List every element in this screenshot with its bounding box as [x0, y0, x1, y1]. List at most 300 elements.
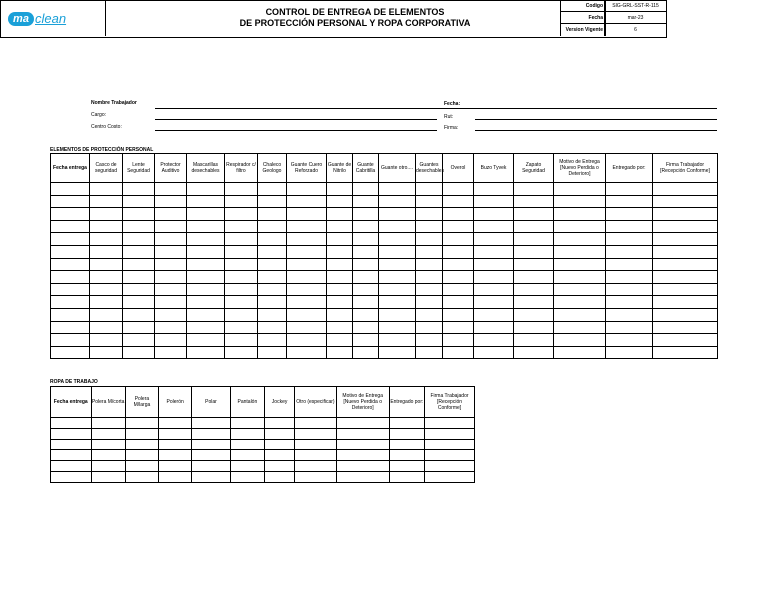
table-cell[interactable] [416, 334, 443, 347]
table-cell[interactable] [554, 296, 606, 309]
table-cell[interactable] [327, 283, 353, 296]
table-cell[interactable] [474, 346, 514, 359]
table-cell[interactable] [379, 258, 416, 271]
table-cell[interactable] [514, 208, 554, 221]
table-cell[interactable] [230, 439, 264, 450]
table-cell[interactable] [295, 439, 337, 450]
table-cell[interactable] [554, 245, 606, 258]
table-cell[interactable] [287, 308, 327, 321]
table-cell[interactable] [327, 208, 353, 221]
table-cell[interactable] [416, 220, 443, 233]
table-cell[interactable] [192, 461, 230, 472]
table-cell[interactable] [443, 220, 474, 233]
table-cell[interactable] [514, 271, 554, 284]
table-cell[interactable] [287, 346, 327, 359]
table-cell[interactable] [265, 418, 295, 429]
table-cell[interactable] [295, 428, 337, 439]
table-cell[interactable] [353, 245, 379, 258]
table-cell[interactable] [295, 461, 337, 472]
table-cell[interactable] [91, 461, 125, 472]
table-cell[interactable] [265, 428, 295, 439]
table-cell[interactable] [416, 183, 443, 196]
table-cell[interactable] [90, 220, 123, 233]
table-cell[interactable] [258, 321, 287, 334]
table-cell[interactable] [514, 258, 554, 271]
table-cell[interactable] [653, 346, 718, 359]
table-cell[interactable] [125, 428, 158, 439]
table-cell[interactable] [230, 418, 264, 429]
table-cell[interactable] [474, 308, 514, 321]
table-cell[interactable] [295, 418, 337, 429]
table-cell[interactable] [155, 233, 187, 246]
table-cell[interactable] [90, 283, 123, 296]
table-cell[interactable] [443, 245, 474, 258]
table-cell[interactable] [379, 321, 416, 334]
table-cell[interactable] [155, 220, 187, 233]
table-cell[interactable] [258, 296, 287, 309]
table-cell[interactable] [295, 471, 337, 482]
table-cell[interactable] [353, 321, 379, 334]
table-cell[interactable] [51, 208, 90, 221]
table-cell[interactable] [225, 334, 258, 347]
table-cell[interactable] [606, 258, 653, 271]
table-cell[interactable] [90, 245, 123, 258]
table-cell[interactable] [653, 296, 718, 309]
table-cell[interactable] [225, 271, 258, 284]
table-cell[interactable] [443, 195, 474, 208]
table-cell[interactable] [123, 208, 155, 221]
table-cell[interactable] [258, 195, 287, 208]
table-cell[interactable] [187, 283, 225, 296]
table-cell[interactable] [155, 321, 187, 334]
table-cell[interactable] [554, 258, 606, 271]
table-cell[interactable] [554, 346, 606, 359]
table-cell[interactable] [606, 271, 653, 284]
table-cell[interactable] [443, 296, 474, 309]
table-cell[interactable] [187, 296, 225, 309]
table-cell[interactable] [336, 461, 389, 472]
table-cell[interactable] [474, 183, 514, 196]
table-cell[interactable] [287, 233, 327, 246]
table-cell[interactable] [606, 233, 653, 246]
table-cell[interactable] [443, 308, 474, 321]
table-cell[interactable] [187, 220, 225, 233]
table-cell[interactable] [379, 283, 416, 296]
table-cell[interactable] [474, 233, 514, 246]
table-cell[interactable] [416, 233, 443, 246]
table-cell[interactable] [123, 183, 155, 196]
table-cell[interactable] [287, 208, 327, 221]
table-cell[interactable] [474, 208, 514, 221]
table-cell[interactable] [90, 271, 123, 284]
table-cell[interactable] [51, 195, 90, 208]
table-cell[interactable] [653, 308, 718, 321]
table-cell[interactable] [379, 346, 416, 359]
table-cell[interactable] [416, 195, 443, 208]
table-cell[interactable] [123, 346, 155, 359]
table-cell[interactable] [91, 471, 125, 482]
table-cell[interactable] [51, 428, 92, 439]
table-cell[interactable] [159, 450, 192, 461]
table-cell[interactable] [287, 195, 327, 208]
table-cell[interactable] [125, 439, 158, 450]
table-cell[interactable] [443, 321, 474, 334]
table-cell[interactable] [225, 283, 258, 296]
table-cell[interactable] [51, 271, 90, 284]
table-cell[interactable] [653, 183, 718, 196]
table-cell[interactable] [336, 418, 389, 429]
table-cell[interactable] [353, 208, 379, 221]
table-cell[interactable] [192, 471, 230, 482]
table-cell[interactable] [389, 461, 424, 472]
table-cell[interactable] [155, 334, 187, 347]
table-cell[interactable] [287, 183, 327, 196]
table-cell[interactable] [425, 418, 475, 429]
cargo-line[interactable] [155, 119, 437, 120]
table-cell[interactable] [554, 334, 606, 347]
table-cell[interactable] [425, 428, 475, 439]
table-cell[interactable] [606, 283, 653, 296]
table-cell[interactable] [606, 245, 653, 258]
table-cell[interactable] [514, 296, 554, 309]
table-cell[interactable] [287, 271, 327, 284]
table-cell[interactable] [258, 271, 287, 284]
table-cell[interactable] [90, 258, 123, 271]
table-cell[interactable] [425, 439, 475, 450]
table-cell[interactable] [474, 321, 514, 334]
table-cell[interactable] [123, 195, 155, 208]
table-cell[interactable] [606, 346, 653, 359]
table-cell[interactable] [90, 233, 123, 246]
table-cell[interactable] [90, 195, 123, 208]
table-cell[interactable] [416, 258, 443, 271]
table-cell[interactable] [606, 296, 653, 309]
table-cell[interactable] [265, 439, 295, 450]
table-cell[interactable] [514, 308, 554, 321]
table-cell[interactable] [225, 308, 258, 321]
cost-center-line[interactable] [155, 130, 437, 131]
table-cell[interactable] [159, 461, 192, 472]
table-cell[interactable] [474, 258, 514, 271]
table-cell[interactable] [258, 183, 287, 196]
table-cell[interactable] [443, 183, 474, 196]
table-cell[interactable] [327, 308, 353, 321]
table-cell[interactable] [155, 245, 187, 258]
table-cell[interactable] [287, 296, 327, 309]
table-cell[interactable] [474, 195, 514, 208]
table-cell[interactable] [51, 471, 92, 482]
table-cell[interactable] [389, 471, 424, 482]
table-cell[interactable] [91, 450, 125, 461]
table-cell[interactable] [606, 208, 653, 221]
table-cell[interactable] [230, 461, 264, 472]
table-cell[interactable] [336, 450, 389, 461]
table-cell[interactable] [90, 208, 123, 221]
table-cell[interactable] [155, 208, 187, 221]
table-cell[interactable] [336, 428, 389, 439]
table-cell[interactable] [51, 245, 90, 258]
table-cell[interactable] [443, 283, 474, 296]
table-cell[interactable] [353, 220, 379, 233]
table-cell[interactable] [258, 308, 287, 321]
table-cell[interactable] [123, 296, 155, 309]
table-cell[interactable] [389, 418, 424, 429]
table-cell[interactable] [159, 428, 192, 439]
table-cell[interactable] [51, 461, 92, 472]
table-cell[interactable] [123, 245, 155, 258]
table-cell[interactable] [187, 258, 225, 271]
table-cell[interactable] [159, 471, 192, 482]
table-cell[interactable] [187, 334, 225, 347]
table-cell[interactable] [327, 220, 353, 233]
table-cell[interactable] [225, 296, 258, 309]
table-cell[interactable] [653, 195, 718, 208]
table-cell[interactable] [90, 334, 123, 347]
table-cell[interactable] [353, 283, 379, 296]
table-cell[interactable] [653, 321, 718, 334]
table-cell[interactable] [225, 233, 258, 246]
table-cell[interactable] [653, 258, 718, 271]
table-cell[interactable] [225, 258, 258, 271]
table-cell[interactable] [51, 450, 92, 461]
table-cell[interactable] [187, 233, 225, 246]
table-cell[interactable] [353, 258, 379, 271]
table-cell[interactable] [443, 346, 474, 359]
table-cell[interactable] [336, 439, 389, 450]
table-cell[interactable] [474, 271, 514, 284]
table-cell[interactable] [159, 418, 192, 429]
table-cell[interactable] [389, 428, 424, 439]
table-cell[interactable] [155, 346, 187, 359]
worker-name-line[interactable] [155, 108, 717, 109]
table-cell[interactable] [554, 283, 606, 296]
table-cell[interactable] [91, 439, 125, 450]
table-cell[interactable] [379, 233, 416, 246]
table-cell[interactable] [187, 183, 225, 196]
table-cell[interactable] [443, 334, 474, 347]
table-cell[interactable] [514, 321, 554, 334]
table-cell[interactable] [327, 245, 353, 258]
table-cell[interactable] [90, 346, 123, 359]
table-cell[interactable] [225, 245, 258, 258]
table-cell[interactable] [192, 450, 230, 461]
table-cell[interactable] [187, 271, 225, 284]
table-cell[interactable] [353, 308, 379, 321]
rut-line[interactable] [475, 119, 717, 120]
table-cell[interactable] [327, 258, 353, 271]
table-cell[interactable] [336, 471, 389, 482]
table-cell[interactable] [187, 208, 225, 221]
table-cell[interactable] [327, 233, 353, 246]
table-cell[interactable] [327, 296, 353, 309]
table-cell[interactable] [51, 258, 90, 271]
table-cell[interactable] [606, 334, 653, 347]
table-cell[interactable] [123, 220, 155, 233]
table-cell[interactable] [379, 183, 416, 196]
table-cell[interactable] [327, 321, 353, 334]
table-cell[interactable] [91, 418, 125, 429]
table-cell[interactable] [379, 271, 416, 284]
table-cell[interactable] [258, 208, 287, 221]
table-cell[interactable] [327, 334, 353, 347]
table-cell[interactable] [287, 258, 327, 271]
table-cell[interactable] [265, 471, 295, 482]
table-cell[interactable] [514, 233, 554, 246]
table-cell[interactable] [443, 233, 474, 246]
table-cell[interactable] [353, 271, 379, 284]
table-cell[interactable] [155, 183, 187, 196]
table-cell[interactable] [653, 220, 718, 233]
table-cell[interactable] [125, 450, 158, 461]
table-cell[interactable] [416, 321, 443, 334]
table-cell[interactable] [353, 195, 379, 208]
table-cell[interactable] [653, 233, 718, 246]
table-cell[interactable] [474, 283, 514, 296]
table-cell[interactable] [91, 428, 125, 439]
table-cell[interactable] [653, 334, 718, 347]
table-cell[interactable] [554, 183, 606, 196]
table-cell[interactable] [554, 308, 606, 321]
table-cell[interactable] [514, 220, 554, 233]
table-cell[interactable] [230, 428, 264, 439]
table-cell[interactable] [225, 208, 258, 221]
table-cell[interactable] [353, 334, 379, 347]
table-cell[interactable] [51, 439, 92, 450]
table-cell[interactable] [425, 471, 475, 482]
table-cell[interactable] [425, 450, 475, 461]
table-cell[interactable] [554, 321, 606, 334]
table-cell[interactable] [90, 296, 123, 309]
table-cell[interactable] [474, 334, 514, 347]
table-cell[interactable] [123, 308, 155, 321]
table-cell[interactable] [125, 461, 158, 472]
table-cell[interactable] [606, 321, 653, 334]
table-cell[interactable] [258, 283, 287, 296]
table-cell[interactable] [225, 220, 258, 233]
table-cell[interactable] [416, 271, 443, 284]
table-cell[interactable] [192, 439, 230, 450]
table-cell[interactable] [653, 245, 718, 258]
table-cell[interactable] [225, 195, 258, 208]
table-cell[interactable] [265, 450, 295, 461]
table-cell[interactable] [51, 321, 90, 334]
table-cell[interactable] [443, 271, 474, 284]
table-cell[interactable] [265, 461, 295, 472]
table-cell[interactable] [287, 220, 327, 233]
table-cell[interactable] [514, 334, 554, 347]
table-cell[interactable] [416, 346, 443, 359]
table-cell[interactable] [327, 271, 353, 284]
table-cell[interactable] [287, 283, 327, 296]
table-cell[interactable] [258, 346, 287, 359]
table-cell[interactable] [155, 271, 187, 284]
table-cell[interactable] [155, 308, 187, 321]
table-cell[interactable] [443, 258, 474, 271]
table-cell[interactable] [155, 283, 187, 296]
table-cell[interactable] [187, 195, 225, 208]
table-cell[interactable] [187, 308, 225, 321]
table-cell[interactable] [230, 450, 264, 461]
table-cell[interactable] [514, 245, 554, 258]
table-cell[interactable] [379, 245, 416, 258]
table-cell[interactable] [123, 321, 155, 334]
table-cell[interactable] [606, 308, 653, 321]
table-cell[interactable] [123, 271, 155, 284]
table-cell[interactable] [258, 233, 287, 246]
table-cell[interactable] [155, 296, 187, 309]
table-cell[interactable] [123, 233, 155, 246]
table-cell[interactable] [123, 283, 155, 296]
table-cell[interactable] [155, 195, 187, 208]
table-cell[interactable] [416, 296, 443, 309]
table-cell[interactable] [443, 208, 474, 221]
table-cell[interactable] [379, 308, 416, 321]
table-cell[interactable] [258, 258, 287, 271]
table-cell[interactable] [653, 271, 718, 284]
table-cell[interactable] [287, 245, 327, 258]
table-cell[interactable] [225, 183, 258, 196]
table-cell[interactable] [606, 220, 653, 233]
table-cell[interactable] [225, 321, 258, 334]
table-cell[interactable] [653, 283, 718, 296]
table-cell[interactable] [192, 428, 230, 439]
table-cell[interactable] [379, 296, 416, 309]
table-cell[interactable] [187, 245, 225, 258]
table-cell[interactable] [425, 461, 475, 472]
table-cell[interactable] [379, 195, 416, 208]
table-cell[interactable] [554, 208, 606, 221]
table-cell[interactable] [416, 208, 443, 221]
table-cell[interactable] [554, 233, 606, 246]
table-cell[interactable] [554, 195, 606, 208]
firma-line[interactable] [475, 130, 717, 131]
table-cell[interactable] [258, 245, 287, 258]
table-cell[interactable] [327, 183, 353, 196]
table-cell[interactable] [51, 220, 90, 233]
table-cell[interactable] [51, 283, 90, 296]
table-cell[interactable] [258, 334, 287, 347]
table-cell[interactable] [123, 334, 155, 347]
table-cell[interactable] [379, 334, 416, 347]
table-cell[interactable] [379, 208, 416, 221]
table-cell[interactable] [327, 195, 353, 208]
table-cell[interactable] [554, 220, 606, 233]
table-cell[interactable] [51, 346, 90, 359]
table-cell[interactable] [653, 208, 718, 221]
table-cell[interactable] [514, 346, 554, 359]
table-cell[interactable] [90, 321, 123, 334]
table-cell[interactable] [353, 183, 379, 196]
table-cell[interactable] [51, 308, 90, 321]
table-cell[interactable] [295, 450, 337, 461]
table-cell[interactable] [416, 308, 443, 321]
table-cell[interactable] [51, 418, 92, 429]
table-cell[interactable] [554, 271, 606, 284]
table-cell[interactable] [327, 346, 353, 359]
table-cell[interactable] [287, 334, 327, 347]
table-cell[interactable] [51, 183, 90, 196]
table-cell[interactable] [125, 418, 158, 429]
table-cell[interactable] [379, 220, 416, 233]
table-cell[interactable] [606, 183, 653, 196]
table-cell[interactable] [159, 439, 192, 450]
table-cell[interactable] [187, 346, 225, 359]
table-cell[interactable] [258, 220, 287, 233]
table-cell[interactable] [353, 296, 379, 309]
table-cell[interactable] [51, 233, 90, 246]
table-cell[interactable] [416, 283, 443, 296]
table-cell[interactable] [606, 195, 653, 208]
